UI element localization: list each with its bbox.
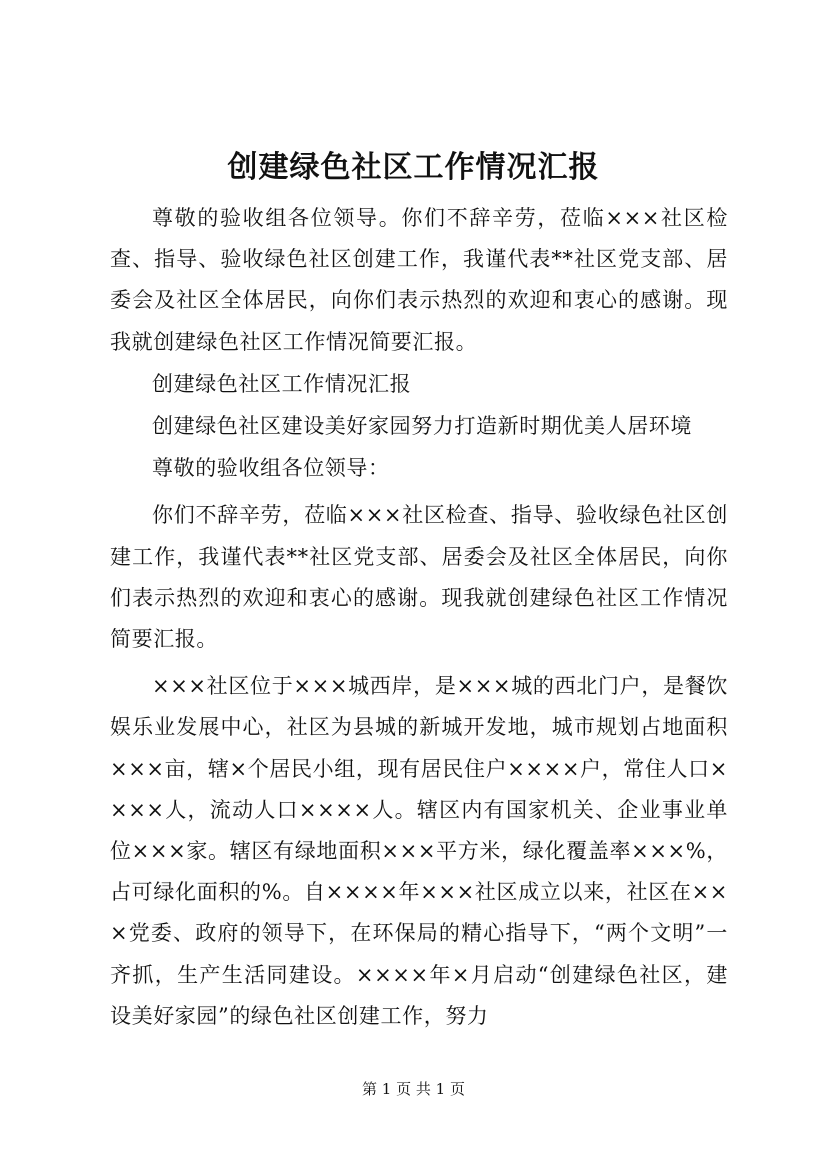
paragraph-subtitle: 创建绿色社区建设美好家园努力打造新时期优美人居环境 [152,414,692,439]
paragraph-intro: 尊敬的验收组各位领导。你们不辞辛劳，莅临×××社区检查、指导、验收绿色社区创建工作，我谨代表**社区党支部、居委会及社区全体居民，向你们表示热烈的欢迎和衷心的感谢。现我就创建绿色社区工作情况简要汇报。 [110,206,728,354]
page-footer: 第 1 页 共 1 页 [362,1080,465,1098]
document-title: 创建绿色社区工作情况汇报 [227,150,600,185]
paragraph-repeat-title: 创建绿色社区工作情况汇报 [152,371,412,396]
paragraph-salutation: 尊敬的验收组各位领导： [152,456,390,481]
paragraph-community-overview: ×××社区位于×××城西岸，是×××城的西北门户，是餐饮娱乐业发展中心，社区为县城的新城开发地，城市规划占地面积×××亩，辖×个居民小组，现有居民住户××××户，常住人口××××人，流动人口××××人。辖区内有国家机关、企业事业单位×××家。辖区有绿地面积×××平方米，绿化覆盖率×××%，占可绿化面积的%。自××××年×××社区成立以来，社区在×××党委、政府的领导下，在环保局的精心指导下，“两个文明”一齐抓，生产生活同建设。××××年×月启动“创建绿色社区，建设美好家园”的绿色社区创建工作，努力 [110,674,728,1028]
document-body [110,198,728,1037]
paragraph-welcome: 你们不辞辛劳，莅临×××社区检查、指导、验收绿色社区创建工作，我谨代表**社区党支部、居委会及社区全体居民，向你们表示热烈的欢迎和衷心的感谢。现我就创建绿色社区工作情况简要汇报。 [110,503,728,652]
